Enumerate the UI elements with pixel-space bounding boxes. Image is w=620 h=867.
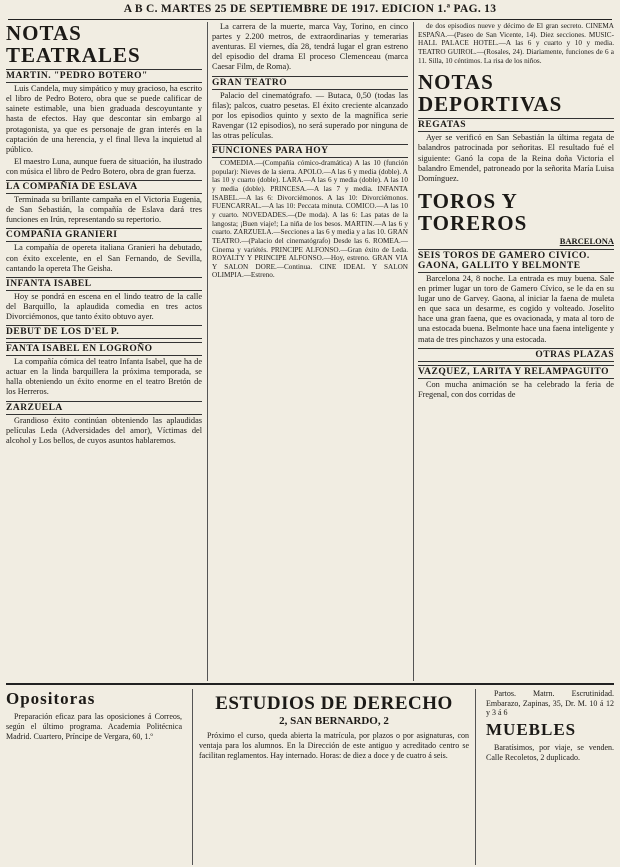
- paragraph: La compañía cómica del teatro Infanta Isabel, que ha de actuar en la linda barquillera la próxima temporada, se halla obteniendo un éxito enorme en el teatro Bretón de los Herreros.: [6, 357, 202, 397]
- paragraph: Terminada su brillante campaña en el Victoria Eugenia, de San Sebastián, la compañía de Eslava dará tres funciones en Irún, representando su repertorio.: [6, 195, 202, 225]
- subsection-heading: FUNCIONES PARA HOY: [212, 144, 408, 158]
- section-title-toros: TOROS Y TOREROS: [418, 188, 528, 235]
- paragraph: Palacio del cinematógrafo. — Butaca, 0,50 (todas las filas); palcos, cuatro pesetas. El éxito creciente alcanzado por los episodios quinto y sexto de la magnífica serie Ravengar (12 episodios), no será superado por ninguna de las otras películas.: [212, 90, 408, 140]
- subsection-heading: COMPAÑIA GRANIERI: [6, 228, 202, 242]
- subsection-heading: REGATAS: [418, 118, 614, 132]
- paragraph: Grandioso éxito continúan obteniendo las aplaudidas películas Leda (Adversidades del amor), Víctimas del alcohol y Los bellos, de cuyos asuntos hablaremos.: [6, 415, 202, 445]
- ad-text: Preparación eficaz para las oposiciones á Correos, según el último programa. Academia Politécnica Madrid. Cuartero, Príncipe de Vergara, 60, 1.º: [6, 712, 182, 741]
- paragraph: Luis Candela, muy simpático y muy gracioso, ha escrito el libro de Pedro Botero, obra que se puede calificar de sainete estimable, una bien graduada descoyuntante y hasta de efectos. Hay que descontar sin embargo al protagonista, ya que es personaje de gran interés en la captación de una herencia, y el final lleva la inquietud al público.: [6, 84, 202, 154]
- ad-title: ESTUDIOS DE DERECHO: [215, 693, 453, 714]
- column-theatre-notes: [6, 22, 202, 681]
- ad-estudios-derecho: [192, 689, 476, 865]
- subsection-heading: OTRAS PLAZAS: [418, 348, 614, 362]
- byline: MARTIN. "PEDRO BOTERO": [6, 69, 202, 83]
- theatre-listings: de dos episodios nueve y décimo de El gran secreto. CINEMA ESPAÑA.—(Paseo de San Vicente, 14). Diez secciones. MUSIC-HALL PALACE HOTEL.—A las 6 y cuarto y 10 y media. TEATRO GUIROL.—(Rosales, 24). Diariamente, funciones de 6 a 11. Silla, 10 céntimos. La risa de los niños.: [418, 22, 614, 65]
- subsection-heading: DEBUT DE LOS D'EL P.: [6, 325, 202, 339]
- dateline-place: BARCELONA: [559, 235, 614, 246]
- page-header: A B C. MARTES 25 DE SEPTIEMBRE DE 1917. EDICION 1.ª PAG. 13: [8, 3, 612, 20]
- ad-muebles: [486, 689, 614, 865]
- paragraph: Con mucha animación se ha celebrado la feria de Fregenal, con dos corridas de: [418, 379, 614, 399]
- paragraph: La compañía de opereta italiana Granieri ha debutado, con éxito excelente, en el San Fernando, de Sevilla, cantando la opereta The Geisha.: [6, 243, 202, 273]
- paragraph: El maestro Luna, aunque fuera de situación, ha ilustrado con música el libro de Pedro Botero, obra de gran fuerza.: [6, 156, 202, 176]
- paragraph: Barcelona 24, 8 noche. La entrada es muy buena. Sale en primer lugar un toro de Gamero Cívico, se le da en su lugar uno de Garvey. Gaona, al iniciar la faena de muleta en que saca un desarme, es cogido y volteado. Joselito hace una gran faena, que es ovacionada, y mata al toro de una estocada buena. Belmonte hace una faena inteligente y mata de tres pinchazos y una estocada.: [418, 273, 614, 344]
- paragraph: La carrera de la muerte, marca Vay, Torino, en cinco partes y 2.200 metros, de extraordinarias y temerarias aventuras. El viernes, día 28, tendrá lugar el gran estreno del episodio del drama El proceso Clemenceau (marca Caesar Film, de Roma).: [212, 22, 408, 72]
- ad-text: Partos. Matrn. Escrutinidad. Embarazo, Zapinas, 35, Dr. M. 10 á 12 y 3 á 6: [486, 689, 614, 718]
- subsection-heading: FANTA ISABEL EN LOGROÑO: [6, 342, 202, 356]
- column-rule: [413, 22, 414, 681]
- advertisements: [6, 683, 614, 867]
- section-title-notas-deportivas: NOTAS DEPORTIVAS: [418, 70, 563, 117]
- ad-title: MUEBLES: [486, 719, 577, 739]
- ad-opositoras: [6, 689, 182, 865]
- subsection-heading: SEIS TOROS DE GAMERO CIVICO. GAONA, GALLITO Y BELMONTE: [418, 249, 614, 273]
- section-title-notas-teatrales: NOTAS TEATRALES: [6, 22, 141, 68]
- subsection-heading: ZARZUELA: [6, 401, 202, 415]
- subsection-heading: LA COMPAÑIA DE ESLAVA: [6, 180, 202, 194]
- ad-text: Próximo el curso, queda abierta la matrícula, por plazos o por asignaturas, con ventaja para los alumnos. En la Dirección de este antiguo y acreditado centro se facilitan reglamentos. Hay internado. Horas: de diez a doce y de cuatro á seis.: [199, 731, 469, 760]
- ad-title: Opositoras: [6, 689, 96, 708]
- paragraph: Hoy se pondrá en escena en el lindo teatro de la calle del Barquillo, la aplaudida comedia en tres actos Divorciémonos, que tanto éxito obtuvo ayer.: [6, 291, 202, 321]
- column-listings: [212, 22, 408, 681]
- paragraph: Ayer se verificó en San Sebastián la última regata de balandros patrocinada por señoritas. El resultado fué el siguiente: Ganó la copa de la Reina doña Victoria el balandro Emendel, patroneado por la señorita María Luisa Domínguez.: [418, 133, 614, 183]
- subsection-heading: GRAN TEATRO: [212, 76, 408, 90]
- column-sports-bulls: [418, 22, 614, 681]
- column-rule: [207, 22, 208, 681]
- theatre-listings: COMEDIA.—(Compañía cómico-dramática) A las 10 (función popular): Nieves de la sierra. APOLO.—A las 6 y media (doble). A las 10 y cuarto (doble). LARA.—A las 6 y media (doble). A las 10 y media (doble). PRINCESA.—A las 7 y media. INFANTA ISABEL.—A las 6: Divorciémonos. A las 10: Divorciémonos. FUENCARRAL.—A las 10: Peccata minuta. COMICO.—A las 10 y cuarto. NOVEDADES.—(De moda). A las 6: Las patas de la langosta; ¡Buen viaje!; La niña de los besos. MARTIN.—A las 6 y cuarto. ZARZUELA.—Secciones a las 6 y media y a las 10. GRAN TEATRO.—(Palacio del cinematógrafo) Desde las 6. ROMEA.—Cinema y variétés. PRINCIPE ALFONSO.—Gran éxito de Leda. ROYALTY Y PRINCIPE ALFONSO.—Hoy, estreno. GRAN VIA Y SALON DORE.—Continua. CINE IDEAL Y SALON OLIMPIA.—Estreno.: [212, 159, 408, 280]
- ad-subtitle: 2, SAN BERNARDO, 2: [279, 715, 389, 727]
- ad-text: Baratísimos, por viaje, se venden. Calle Recoletos, 2 duplicado.: [486, 742, 614, 762]
- subsection-heading: VAZQUEZ, LARITA Y RELAMPAGUITO: [418, 365, 614, 379]
- subsection-heading: INFANTA ISABEL: [6, 277, 202, 291]
